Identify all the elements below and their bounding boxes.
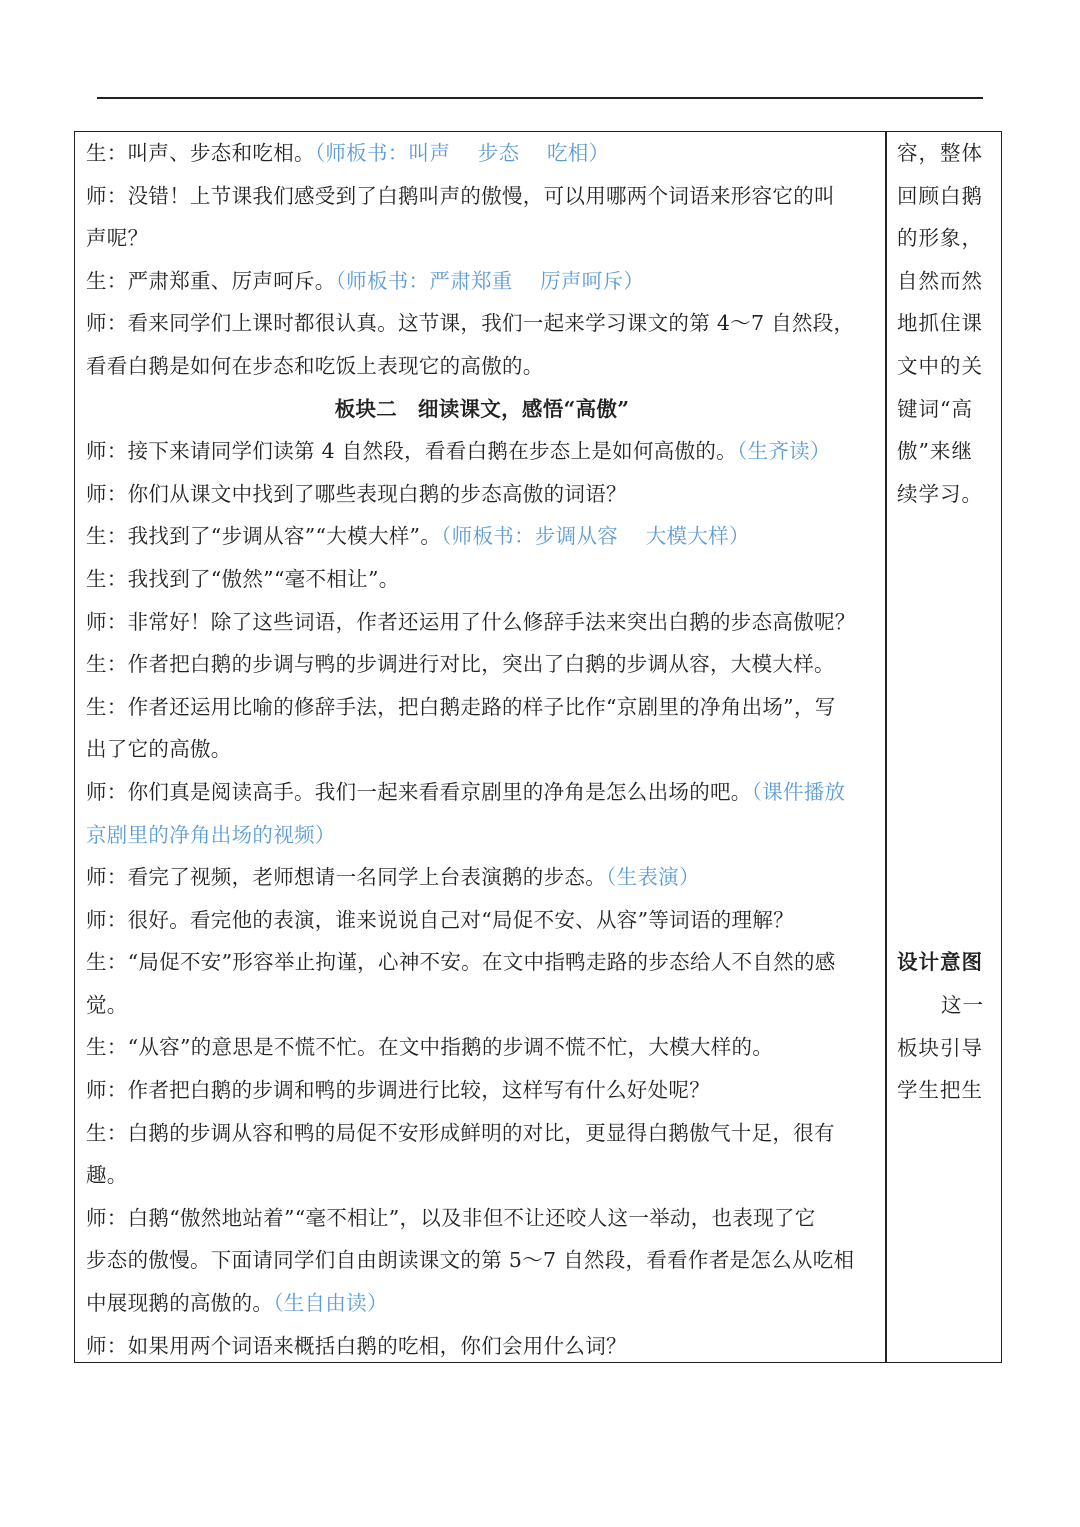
teaching-process-column: [86, 132, 878, 1367]
side-line: 容，整体: [897, 141, 983, 165]
side-line: 自然而然: [897, 268, 983, 293]
side-line: 回顾白鹅: [897, 183, 983, 208]
dialogue-line: 师：很好。看完他的表演，谁来说说自己对“局促不安、从容”等词语的理解？: [86, 907, 794, 932]
dialogue-line: 觉。: [86, 992, 128, 1017]
dialogue-line: 步态的傲慢。下面请同学们自由朗读课文的第 5～7 自然段，看看作者是怎么从吃相: [86, 1248, 855, 1273]
header-rule: [97, 97, 983, 99]
side-line: 键词“高: [897, 396, 973, 421]
dialogue-line: 生：“从容”的意思是不慌不忙。在文中指鹅的步调不慌不忙，大模大样的。: [86, 1035, 774, 1060]
dialogue-line: 生：我找到了“傲然”“毫不相让”。: [86, 566, 400, 591]
dialogue-line: 趣。: [86, 1163, 128, 1188]
side-line: 续学习。: [897, 481, 983, 506]
design-intent-title: 设计意图: [897, 950, 983, 975]
dialogue-line: 生：我找到了“步调从容”“大模大样”。（师板书：步调从容 大模大样）: [86, 524, 750, 549]
dialogue-line: 看看白鹅是如何在步态和吃饭上表现它的高傲的。: [86, 353, 544, 378]
column-divider: [885, 132, 887, 1362]
dialogue-line: 师：如果用两个词语来概括白鹅的吃相，你们会用什么词？: [86, 1333, 627, 1358]
dialogue-line: 师：没错！上节课我们感受到了白鹅叫声的傲慢，可以用哪两个词语来形容它的叫: [86, 183, 835, 208]
dialogue-line: 师：作者把白鹅的步调和鸭的步调进行比较，这样写有什么好处呢？: [86, 1078, 710, 1103]
dialogue-line: 师：白鹅“傲然地站着”“毫不相让”，以及非但不让还咬人这一举动，也表现了它: [86, 1205, 816, 1230]
dialogue-line: 声呢？: [86, 226, 149, 251]
side-line: 这一: [941, 992, 984, 1017]
dialogue-line: 出了它的高傲。: [86, 737, 232, 762]
dialogue-line: 生：叫声、步态和吃相。（师板书：叫声 步态 吃相）: [86, 141, 610, 165]
dialogue-line: 生：严肃郑重、厉声呵斥。（师板书：严肃郑重 厉声呵斥）: [86, 268, 645, 293]
side-line: 文中的关: [897, 353, 983, 378]
side-line: 板块引导: [897, 1035, 983, 1060]
dialogue-line: 师：你们从课文中找到了哪些表现白鹅的步态高傲的词语？: [86, 481, 627, 506]
dialogue-line: 京剧里的净角出场的视频）: [86, 822, 336, 847]
lesson-table: [74, 131, 1002, 1363]
dialogue-line: 生：白鹅的步调从容和鸭的局促不安形成鲜明的对比，更显得白鹅傲气十足，很有: [86, 1120, 835, 1145]
side-line: 地抓住课: [897, 311, 983, 336]
side-line: 傲”来继: [897, 439, 973, 464]
dialogue-line: 生：作者还运用比喻的修辞手法，把白鹅走路的样子比作“京剧里的净角出场”，写: [86, 694, 836, 719]
dialogue-line: 师：看完了视频，老师想请一名同学上台表演鹅的步态。（生表演）: [86, 865, 700, 890]
section-heading: 板块二 细读课文，感悟“高傲”: [334, 396, 630, 421]
side-line: 的形象，: [897, 226, 983, 251]
side-line: 学生把生: [897, 1078, 983, 1103]
dialogue-line: 生：“局促不安”形容举止拘谨，心神不安。在文中指鸭走路的步态给人不自然的感: [86, 950, 836, 975]
design-intent-column: [897, 132, 995, 1112]
dialogue-line: 中展现鹅的高傲的。（生自由读）: [86, 1291, 388, 1316]
dialogue-line: 师：看来同学们上课时都很认真。这节课，我们一起来学习课文的第 4～7 自然段，: [86, 311, 855, 336]
dialogue-line: 师：你们真是阅读高手。我们一起来看看京剧里的净角是怎么出场的吧。（课件播放: [86, 779, 846, 804]
dialogue-line: 师：接下来请同学们读第 4 自然段，看看白鹅在步态上是如何高傲的。（生齐读）: [86, 439, 831, 464]
dialogue-line: 生：作者把白鹅的步调与鸭的步调进行对比，突出了白鹅的步调从容，大模大样。: [86, 652, 835, 677]
dialogue-line: 师：非常好！除了这些词语，作者还运用了什么修辞手法来突出白鹅的步态高傲呢？: [86, 609, 856, 634]
